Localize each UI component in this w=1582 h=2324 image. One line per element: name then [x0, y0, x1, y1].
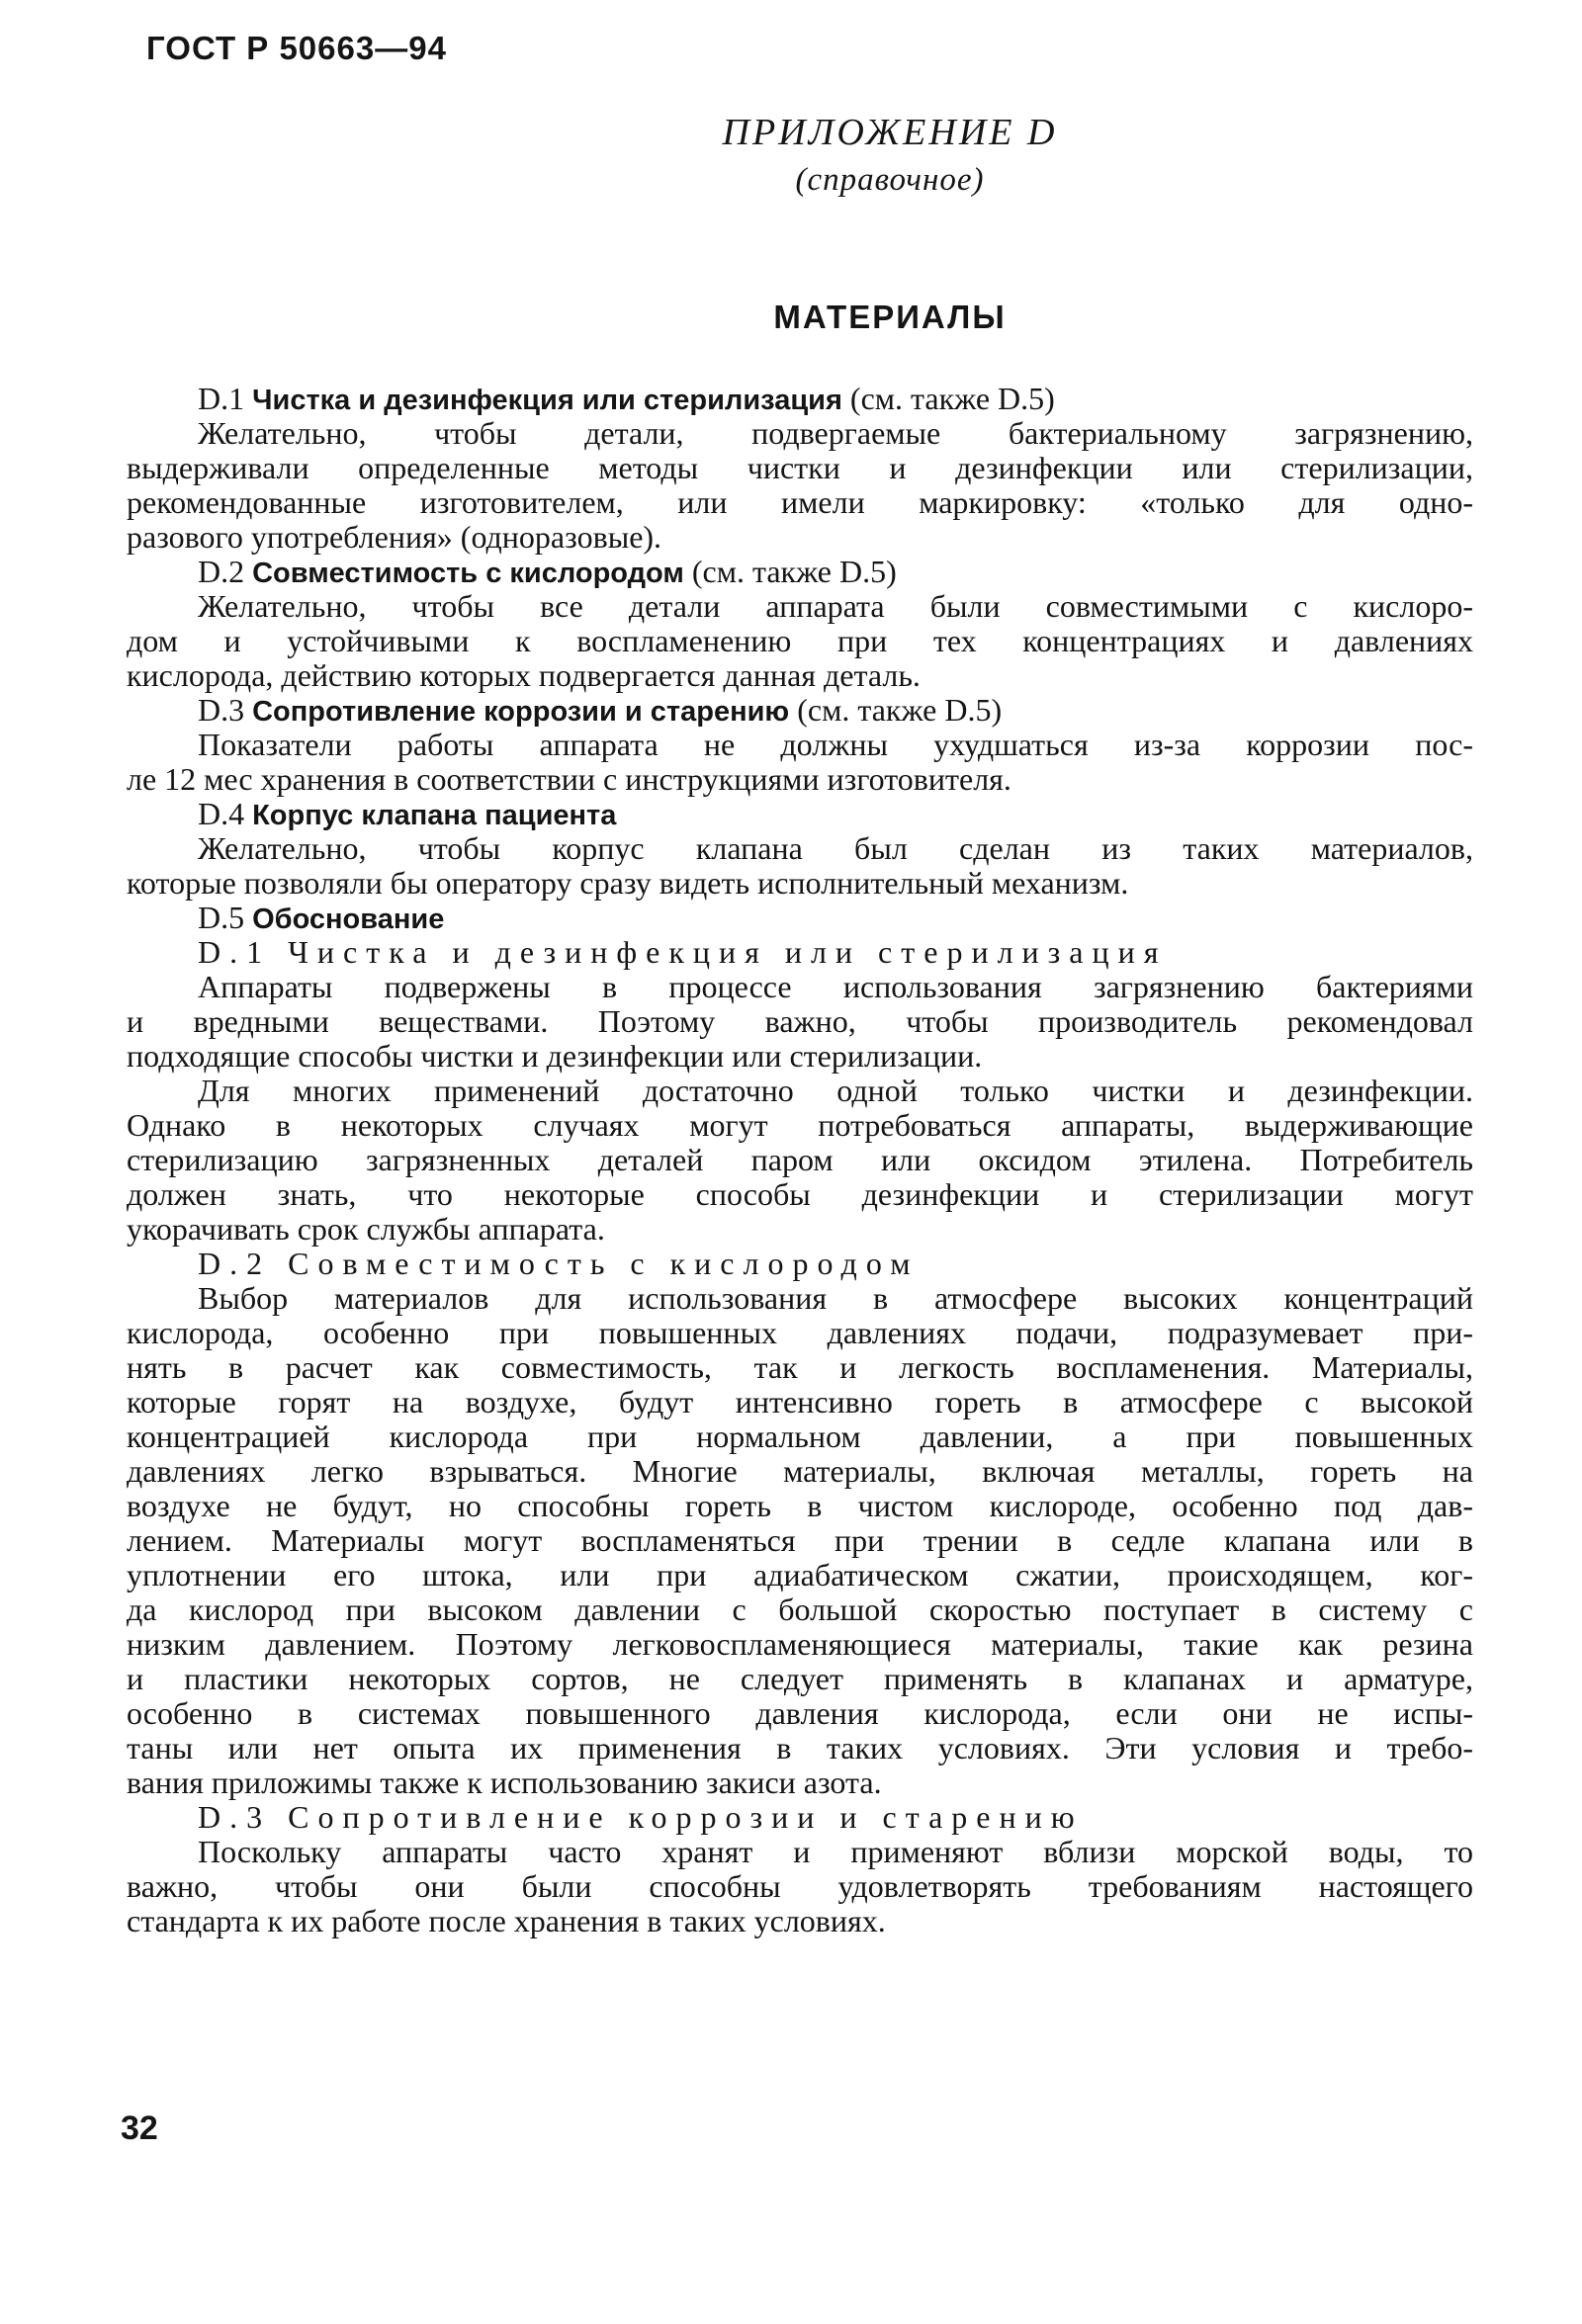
text-line: стерилизацию загрязненных деталей паром или оксидом этилена. Потребитель — [127, 1143, 1473, 1177]
text-line: Однако в некоторых случаях могут потребоваться аппараты, выдерживающие — [127, 1108, 1473, 1143]
text-line: Для многих применений достаточно одной только чистки и дезинфекции. — [198, 1074, 1473, 1108]
clause-number: D.5 — [198, 901, 253, 935]
appendix-title: ПРИЛОЖЕНИЕ D — [722, 112, 1058, 153]
rationale-d1-heading: D.1 Чистка и дезинфекция или стерилизация — [198, 935, 1168, 970]
text-line: и пластики некоторых сортов, не следует применять в клапанах и арматуре, — [127, 1662, 1473, 1696]
clause-reference: (см. также D.5) — [683, 555, 897, 589]
text-line: важно, чтобы они были способны удовлетворять требованиям настоящего — [127, 1869, 1473, 1904]
text-line: рекомендованные изготовителем, или имели маркировку: «только для одно- — [127, 485, 1473, 520]
text-line: да кислород при высоком давлении с большой скоростью поступает в систему с — [127, 1592, 1473, 1627]
clause-title: Корпус клапана пациента — [252, 800, 617, 831]
clause-number: D.1 — [198, 382, 253, 416]
clause-d3-heading — [127, 693, 1473, 728]
document-body — [127, 382, 1473, 1938]
clause-title: Совместимость с кислородом — [252, 558, 684, 589]
rationale-d2-heading: D.2 Совместимость с кислородом — [198, 1247, 920, 1281]
clause-title: Сопротивление коррозии и старению — [252, 696, 790, 728]
text-line: и вредными веществами. Поэтому важно, чтобы производитель рекомендовал — [127, 1004, 1473, 1039]
text-line: таны или нет опыта их применения в таких условиях. Эти условия и требо- — [127, 1731, 1473, 1765]
text-line: выдерживали определенные методы чистки и дезинфекции или стерилизации, — [127, 451, 1473, 485]
text-line: давлениях легко взрываться. Многие материалы, включая металлы, гореть на — [127, 1454, 1473, 1489]
appendix-note: (справочное) — [795, 162, 985, 198]
text-line: вания приложимы также к использованию закиси азота. — [127, 1765, 882, 1800]
clause-reference: (см. также D.5) — [841, 382, 1055, 416]
clause-title: Чистка и дезинфекция или стерилизация — [252, 385, 842, 416]
text-line: стандарта к их работе после хранения в таких условиях. — [127, 1904, 886, 1938]
text-line: ле 12 мес хранения в соответствии с инструкциями изготовителя. — [127, 762, 1011, 797]
text-line: нять в расчет как совместимость, так и легкость воспламенения. Материалы, — [127, 1350, 1473, 1385]
clause-number: D.4 — [198, 797, 253, 831]
clause-d1-heading — [127, 382, 1473, 416]
clause-d2-heading — [127, 555, 1473, 589]
standard-code: ГОСТ Р 50663—94 — [146, 30, 447, 66]
page-number: 32 — [121, 2109, 158, 2147]
clause-number: D.3 — [198, 693, 253, 728]
text-line: Желательно, чтобы детали, подвергаемые бактериальному загрязнению, — [198, 416, 1473, 451]
text-line: Выбор материалов для использования в атмосфере высоких концентраций — [198, 1281, 1473, 1316]
clause-number: D.2 — [198, 555, 253, 589]
text-line: особенно в системах повышенного давления кислорода, если они не испы- — [127, 1696, 1473, 1731]
text-line: воздухе не будут, но способны гореть в чистом кислороде, особенно под дав- — [127, 1489, 1473, 1523]
clause-d4-heading — [127, 797, 1473, 831]
rationale-d3-heading: D.3 Сопротивление коррозии и старению — [198, 1800, 1084, 1835]
text-line: концентрацией кислорода при нормальном давлении, а при повышенных — [127, 1420, 1473, 1454]
text-line: Аппараты подвержены в процессе использования загрязнению бактериями — [198, 970, 1473, 1004]
text-line: кислорода, действию которых подвергается данная деталь. — [127, 658, 921, 693]
text-line: уплотнении его штока, или при адиабатическом сжатии, происходящем, ког- — [127, 1558, 1473, 1592]
text-line: Желательно, чтобы все детали аппарата были совместимыми с кислоро- — [198, 589, 1473, 624]
text-line: низким давлением. Поэтому легковоспламеняющиеся материалы, такие как резина — [127, 1627, 1473, 1662]
text-line: дом и устойчивыми к воспламенению при тех концентрациях и давлениях — [127, 624, 1473, 658]
text-line: должен знать, что некоторые способы дезинфекции и стерилизации могут — [127, 1177, 1473, 1212]
text-line: кислорода, особенно при повышенных давлениях подачи, подразумевает при- — [127, 1316, 1473, 1350]
section-title: МАТЕРИАЛЫ — [773, 299, 1007, 335]
text-line: которые горят на воздухе, будут интенсивно гореть в атмосфере с высокой — [127, 1385, 1473, 1420]
text-line: подходящие способы чистки и дезинфекции или стерилизации. — [127, 1039, 983, 1074]
text-line: Желательно, чтобы корпус клапана был сделан из таких материалов, — [198, 831, 1473, 866]
clause-d5-heading — [127, 901, 1473, 935]
text-line: которые позволяли бы оператору сразу видеть исполнительный механизм. — [127, 866, 1129, 901]
text-line: Показатели работы аппарата не должны ухудшаться из-за коррозии пос- — [198, 728, 1473, 762]
text-line: разового употребления» (одноразовые). — [127, 520, 662, 555]
clause-title: Обоснование — [252, 904, 445, 935]
clause-reference: (см. также D.5) — [789, 693, 1003, 728]
text-line: Поскольку аппараты часто хранят и применяют вблизи морской воды, то — [198, 1835, 1473, 1869]
text-line: лением. Материалы могут воспламеняться при трении в седле клапана или в — [127, 1523, 1473, 1558]
text-line: укорачивать срок службы аппарата. — [127, 1212, 605, 1247]
